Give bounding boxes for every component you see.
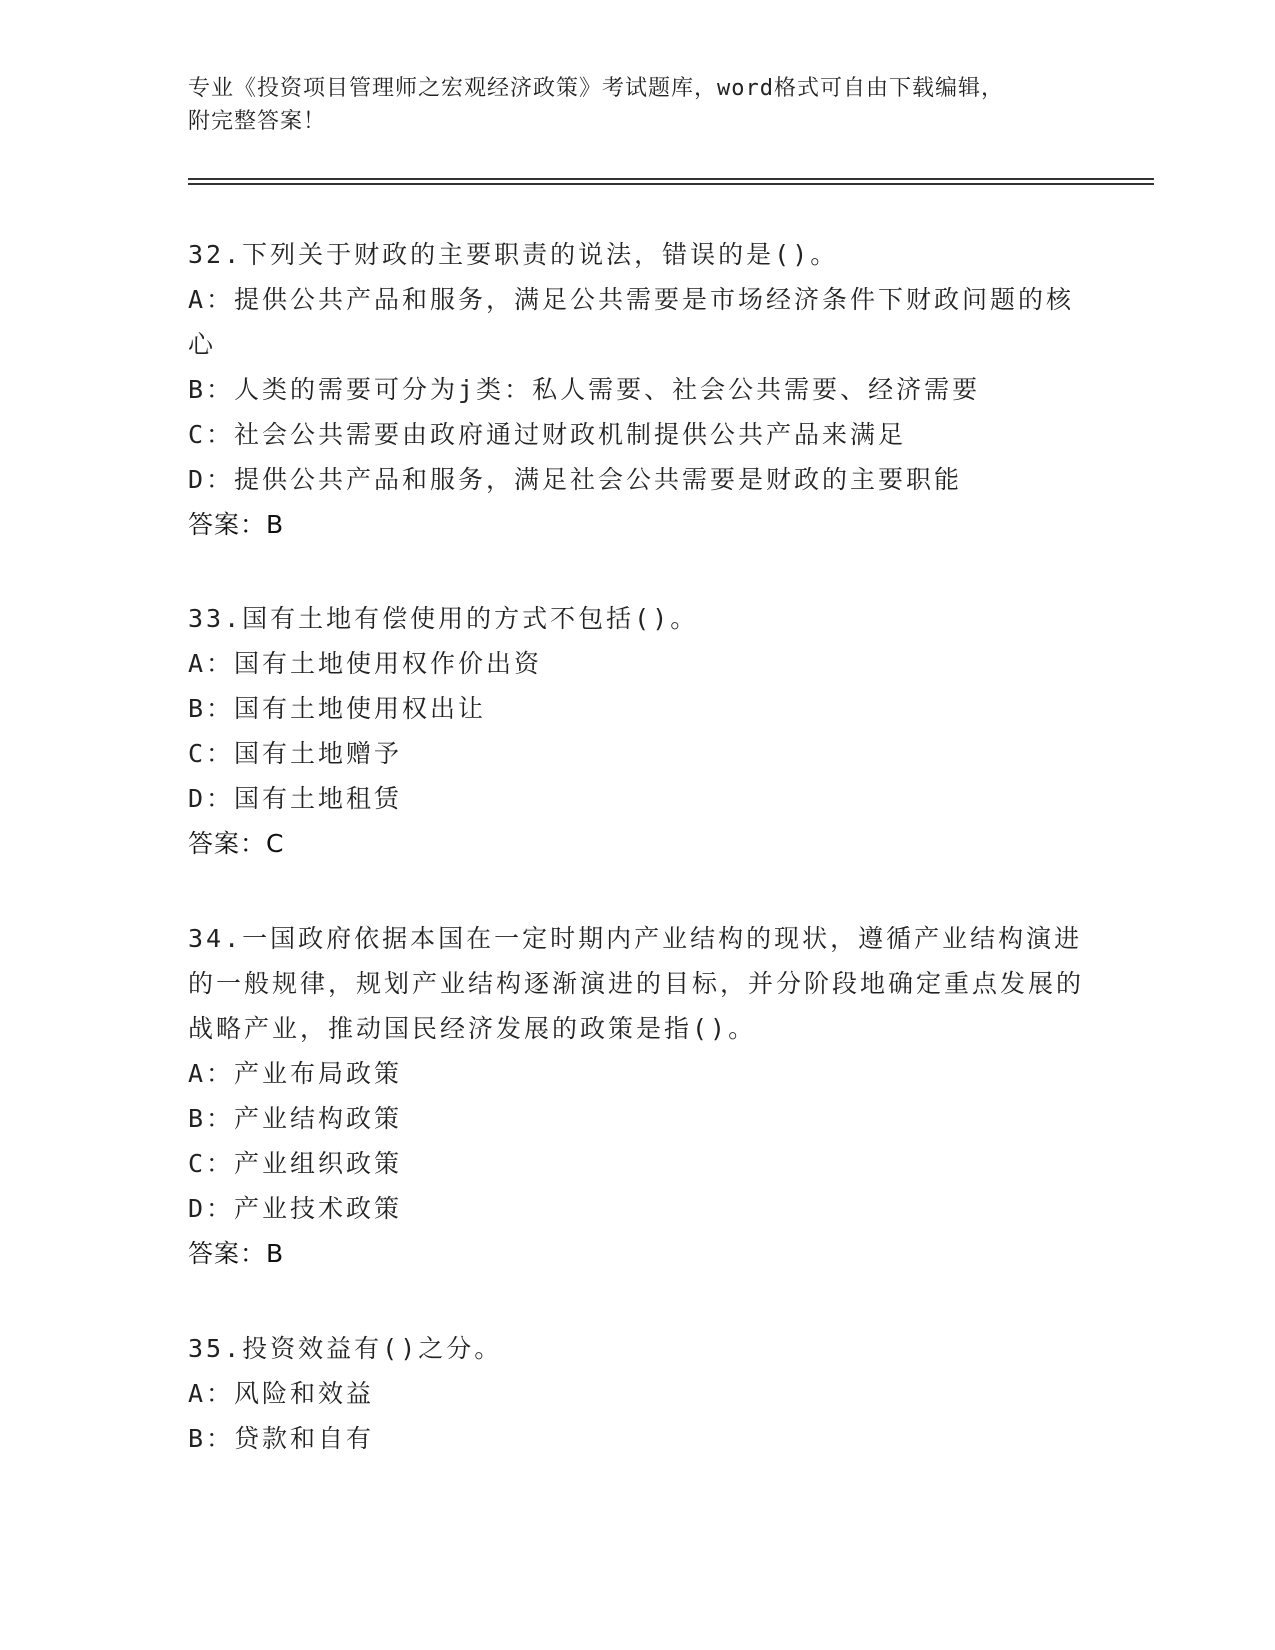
header-divider-top [188,178,1154,180]
option-b: B：国有土地使用权出让 [188,694,487,723]
question-stem: 35.投资效益有()之分。 [188,1334,503,1363]
question-stem: 32.下列关于财政的主要职责的说法，错误的是()。 [188,240,839,269]
question-stem: 34.一国政府依据本国在一定时期内产业结构的现状，遵循产业结构演进的一般规律，规划产业结构逐渐演进的目标，并分阶段地确定重点发展的战略产业，推动国民经济发展的政策是指()。 [188,924,1085,1043]
option-a: A：提供公共产品和服务，满足公共需要是市场经济条件下财政问题的核心 [188,285,1075,359]
header-line-2: 附完整答案！ [188,109,327,134]
option-d: D：产业技术政策 [188,1194,403,1223]
option-a: A：国有土地使用权作价出资 [188,649,543,678]
question-35 [188,1326,1088,1461]
question-32 [188,232,1088,547]
option-a: A：产业布局政策 [188,1059,403,1088]
option-b: B：贷款和自有 [188,1424,375,1453]
question-stem: 33.国有土地有偿使用的方式不包括()。 [188,604,699,633]
option-d: D：国有土地租赁 [188,784,403,813]
document-header [188,72,1088,138]
question-34 [188,916,1088,1276]
option-b: B：人类的需要可分为j类：私人需要、社会公共需要、经济需要 [188,375,981,404]
option-d: D：提供公共产品和服务，满足社会公共需要是财政的主要职能 [188,465,963,494]
option-c: C：国有土地赠予 [188,739,403,768]
header-divider-bottom [188,183,1154,185]
answer-line: 答案：B [188,510,285,539]
answer-line: 答案：B [188,1239,285,1268]
option-c: C：产业组织政策 [188,1149,403,1178]
answer-line: 答案：C [188,829,285,858]
header-line-1: 专业《投资项目管理师之宏观经济政策》考试题库，word格式可自由下载编辑， [188,76,1004,101]
option-c: C：社会公共需要由政府通过财政机制提供公共产品来满足 [188,420,907,449]
option-a: A：风险和效益 [188,1379,375,1408]
option-b: B：产业结构政策 [188,1104,403,1133]
question-33 [188,596,1088,866]
